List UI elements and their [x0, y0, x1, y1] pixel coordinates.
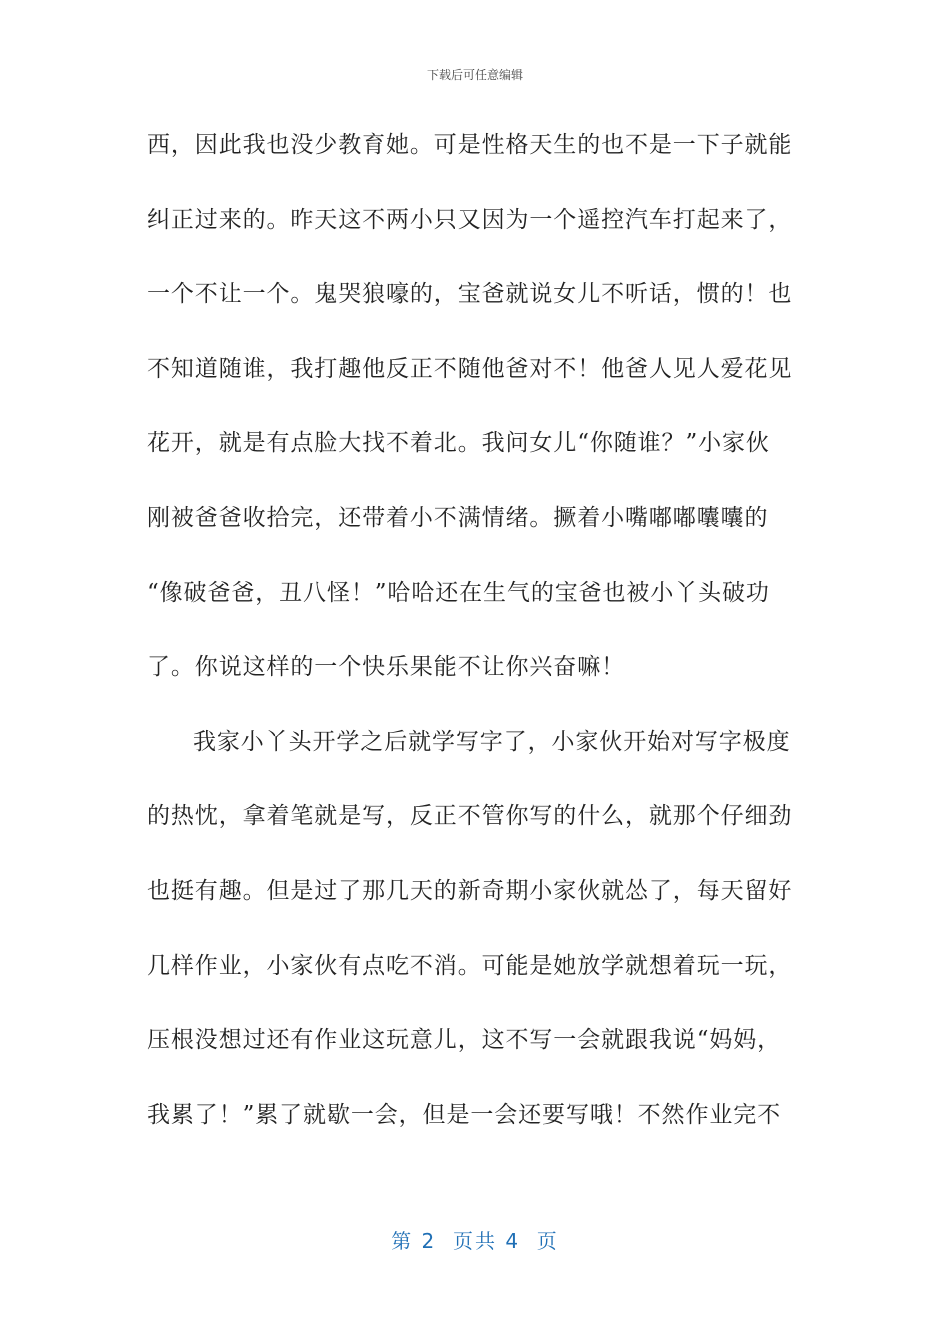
text-line: 不知道随谁，我打趣他反正不随他爸对不！他爸人见人爱花见: [147, 355, 793, 382]
header-note: 下载后可任意编辑: [426, 68, 523, 82]
text-line: 几样作业，小家伙有点吃不消。可能是她放学就想着玩一玩，: [147, 952, 793, 979]
text-line: 一个不让一个。鬼哭狼嚎的，宝爸就说女儿不听话，惯的！也: [147, 281, 793, 308]
page-label: 第 2 页共 4 页: [391, 1229, 559, 1253]
text-line: 压根没想过还有作业这玩意儿，这不写一会就跟我说“妈妈，: [147, 1027, 782, 1054]
page-number-footer: [0, 1225, 950, 1254]
text-line: 我累了！”累了就歇一会，但是一会还要写哦！不然作业完不: [147, 1101, 782, 1128]
text-line: 的热忱，拿着笔就是写，反正不管你写的什么，就那个仔细劲: [147, 803, 793, 830]
text-line: 刚被爸爸收拾完，还带着小不满情绪。撅着小嘴嘟嘟囔囔的: [147, 504, 769, 531]
text-line: 纠正过来的。昨天这不两小只又因为一个遥控汽车打起来了，: [147, 206, 793, 233]
text-line: 西，因此我也没少教育她。可是性格天生的也不是一下子就能: [147, 132, 793, 158]
text-line: “像破爸爸，丑八怪！”哈哈还在生气的宝爸也被小丫头破功: [147, 579, 770, 606]
text-line: 也挺有趣。但是过了那几天的新奇期小家伙就怂了，每天留好: [147, 877, 793, 904]
text-line: 了。你说这样的一个快乐果能不让你兴奋嘛！: [147, 654, 625, 681]
paragraph-start-line: 我家小丫头开学之后就学写字了，小家伙开始对写字极度: [193, 728, 791, 755]
document-body: [147, 126, 807, 1170]
text-line: 花开，就是有点脸大找不着北。我问女儿“你随谁？”小家伙: [147, 430, 770, 457]
